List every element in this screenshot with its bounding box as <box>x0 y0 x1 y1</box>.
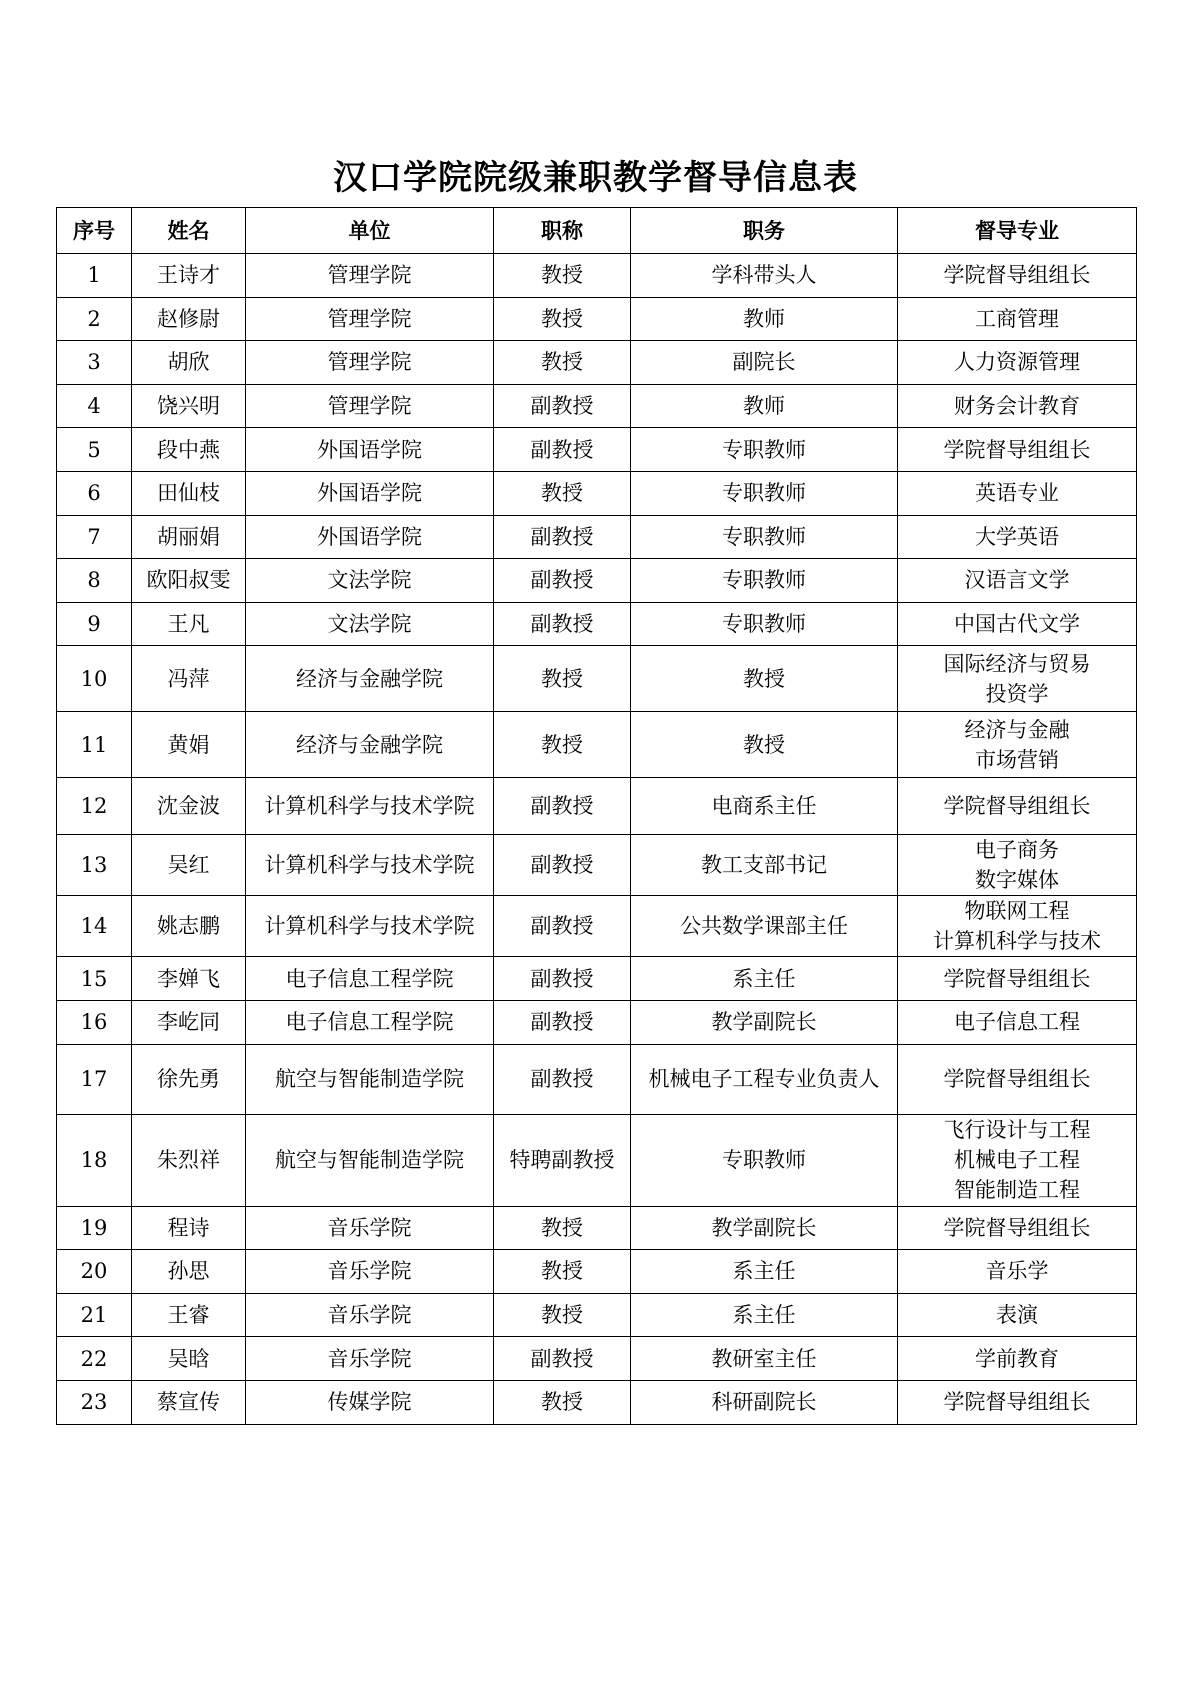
cell-unit: 音乐学院 <box>246 1293 494 1337</box>
cell-unit: 计算机科学与技术学院 <box>246 778 494 835</box>
table-row <box>57 341 1137 385</box>
cell-post: 专职教师 <box>631 428 898 472</box>
spec-line: 学院督导组组长 <box>943 794 1091 819</box>
cell-spec <box>898 471 1137 515</box>
cell-post: 教师 <box>631 297 898 341</box>
table-row <box>57 471 1137 515</box>
spec-line: 汉语言文学 <box>964 568 1070 593</box>
table-row <box>57 297 1137 341</box>
spec-line: 财务会计教育 <box>954 394 1080 419</box>
cell-no: 22 <box>57 1337 132 1381</box>
spec-line: 人力资源管理 <box>954 350 1080 375</box>
cell-unit: 管理学院 <box>246 297 494 341</box>
cell-post: 教研室主任 <box>631 1337 898 1381</box>
cell-post: 系主任 <box>631 1293 898 1337</box>
spec-line: 数字媒体 <box>975 868 1059 893</box>
cell-rank: 教授 <box>494 341 631 385</box>
cell-spec <box>898 515 1137 559</box>
cell-spec <box>898 1293 1137 1337</box>
cell-rank: 副教授 <box>494 384 631 428</box>
cell-no: 12 <box>57 778 132 835</box>
cell-name: 沈金波 <box>132 778 246 835</box>
table-row <box>57 515 1137 559</box>
cell-unit: 经济与金融学院 <box>246 646 494 712</box>
cell-no: 1 <box>57 254 132 298</box>
table-row <box>57 1000 1137 1044</box>
cell-unit: 计算机科学与技术学院 <box>246 896 494 957</box>
cell-name: 王凡 <box>132 602 246 646</box>
cell-post: 公共数学课部主任 <box>631 896 898 957</box>
cell-unit: 航空与智能制造学院 <box>246 1114 494 1206</box>
cell-name: 徐先勇 <box>132 1044 246 1114</box>
cell-no: 18 <box>57 1114 132 1206</box>
cell-rank: 副教授 <box>494 835 631 896</box>
spec-line: 学院督导组组长 <box>943 437 1091 462</box>
spec-line: 学院督导组组长 <box>943 966 1091 991</box>
table-row <box>57 1250 1137 1294</box>
table-row <box>57 646 1137 712</box>
table-row <box>57 254 1137 298</box>
table-row <box>57 1206 1137 1250</box>
table-header-row <box>57 208 1137 254</box>
cell-rank: 教授 <box>494 1293 631 1337</box>
cell-post: 教工支部书记 <box>631 835 898 896</box>
cell-name: 欧阳叔雯 <box>132 559 246 603</box>
cell-spec <box>898 297 1137 341</box>
cell-spec <box>898 712 1137 778</box>
table-row <box>57 712 1137 778</box>
cell-rank: 教授 <box>494 297 631 341</box>
cell-rank: 副教授 <box>494 896 631 957</box>
cell-no: 2 <box>57 297 132 341</box>
cell-spec <box>898 957 1137 1001</box>
table-row <box>57 778 1137 835</box>
cell-rank: 副教授 <box>494 1044 631 1114</box>
cell-post: 教学副院长 <box>631 1206 898 1250</box>
cell-name: 姚志鹏 <box>132 896 246 957</box>
cell-rank: 副教授 <box>494 428 631 472</box>
cell-post: 专职教师 <box>631 602 898 646</box>
table-row <box>57 559 1137 603</box>
spec-line: 大学英语 <box>975 524 1059 549</box>
cell-no: 9 <box>57 602 132 646</box>
table-row <box>57 1114 1137 1206</box>
cell-rank: 特聘副教授 <box>494 1114 631 1206</box>
cell-unit: 传媒学院 <box>246 1380 494 1424</box>
spec-line: 电子商务 <box>975 838 1059 863</box>
header-unit: 单位 <box>246 208 494 254</box>
cell-no: 15 <box>57 957 132 1001</box>
cell-name: 胡丽娟 <box>132 515 246 559</box>
cell-unit: 外国语学院 <box>246 515 494 559</box>
cell-unit: 管理学院 <box>246 384 494 428</box>
spec-line: 表演 <box>996 1303 1038 1328</box>
cell-no: 17 <box>57 1044 132 1114</box>
spec-line: 智能制造工程 <box>954 1178 1080 1203</box>
cell-rank: 教授 <box>494 254 631 298</box>
cell-rank: 副教授 <box>494 957 631 1001</box>
cell-unit: 电子信息工程学院 <box>246 957 494 1001</box>
cell-unit: 外国语学院 <box>246 471 494 515</box>
cell-name: 黄娟 <box>132 712 246 778</box>
cell-name: 吴红 <box>132 835 246 896</box>
cell-spec <box>898 428 1137 472</box>
cell-no: 10 <box>57 646 132 712</box>
cell-name: 赵修尉 <box>132 297 246 341</box>
cell-post: 教授 <box>631 712 898 778</box>
cell-rank: 教授 <box>494 712 631 778</box>
cell-unit: 文法学院 <box>246 602 494 646</box>
cell-name: 李屹同 <box>132 1000 246 1044</box>
cell-rank: 副教授 <box>494 559 631 603</box>
cell-spec <box>898 1250 1137 1294</box>
cell-unit: 计算机科学与技术学院 <box>246 835 494 896</box>
cell-spec <box>898 1206 1137 1250</box>
spec-line: 英语专业 <box>975 481 1059 506</box>
cell-name: 胡欣 <box>132 341 246 385</box>
table-row <box>57 1380 1137 1424</box>
header-spec: 督导专业 <box>898 208 1137 254</box>
cell-post: 系主任 <box>631 957 898 1001</box>
table-row <box>57 1337 1137 1381</box>
spec-line: 中国古代文学 <box>954 612 1080 637</box>
cell-unit: 管理学院 <box>246 254 494 298</box>
table-row <box>57 896 1137 957</box>
cell-name: 吴晗 <box>132 1337 246 1381</box>
cell-no: 16 <box>57 1000 132 1044</box>
cell-spec <box>898 896 1137 957</box>
cell-no: 4 <box>57 384 132 428</box>
cell-rank: 副教授 <box>494 602 631 646</box>
cell-name: 饶兴明 <box>132 384 246 428</box>
spec-line: 电子信息工程 <box>954 1010 1080 1035</box>
cell-unit: 航空与智能制造学院 <box>246 1044 494 1114</box>
spec-line: 投资学 <box>985 681 1049 706</box>
cell-no: 21 <box>57 1293 132 1337</box>
cell-post: 教师 <box>631 384 898 428</box>
table-row <box>57 1044 1137 1114</box>
spec-line: 机械电子工程 <box>954 1148 1080 1173</box>
spec-line: 计算机科学与技术 <box>933 929 1101 954</box>
spec-line: 市场营销 <box>975 747 1059 772</box>
cell-post: 专职教师 <box>631 471 898 515</box>
cell-spec <box>898 559 1137 603</box>
page-title: 汉口学院院级兼职教学督导信息表 <box>333 158 858 198</box>
header-rank: 职称 <box>494 208 631 254</box>
table-row <box>57 1293 1137 1337</box>
cell-name: 孙思 <box>132 1250 246 1294</box>
cell-rank: 教授 <box>494 1206 631 1250</box>
table-row <box>57 602 1137 646</box>
cell-name: 李婵飞 <box>132 957 246 1001</box>
cell-name: 王诗才 <box>132 254 246 298</box>
cell-rank: 教授 <box>494 1250 631 1294</box>
cell-no: 8 <box>57 559 132 603</box>
cell-no: 6 <box>57 471 132 515</box>
spec-line: 飞行设计与工程 <box>943 1118 1091 1143</box>
cell-post: 学科带头人 <box>631 254 898 298</box>
cell-spec <box>898 646 1137 712</box>
cell-post: 专职教师 <box>631 515 898 559</box>
cell-spec <box>898 1044 1137 1114</box>
table-row <box>57 835 1137 896</box>
cell-spec <box>898 254 1137 298</box>
cell-no: 14 <box>57 896 132 957</box>
cell-name: 王睿 <box>132 1293 246 1337</box>
cell-spec <box>898 835 1137 896</box>
cell-unit: 管理学院 <box>246 341 494 385</box>
cell-name: 蔡宣传 <box>132 1380 246 1424</box>
cell-no: 13 <box>57 835 132 896</box>
cell-name: 段中燕 <box>132 428 246 472</box>
spec-line: 学院督导组组长 <box>943 1067 1091 1092</box>
cell-unit: 电子信息工程学院 <box>246 1000 494 1044</box>
cell-rank: 副教授 <box>494 515 631 559</box>
spec-line: 物联网工程 <box>964 899 1070 924</box>
cell-rank: 教授 <box>494 471 631 515</box>
cell-post: 机械电子工程专业负责人 <box>631 1044 898 1114</box>
cell-spec <box>898 1380 1137 1424</box>
cell-spec <box>898 1000 1137 1044</box>
supervisor-table <box>56 207 1137 1425</box>
cell-post: 科研副院长 <box>631 1380 898 1424</box>
cell-no: 20 <box>57 1250 132 1294</box>
cell-rank: 教授 <box>494 646 631 712</box>
cell-unit: 音乐学院 <box>246 1206 494 1250</box>
spec-line: 学院督导组组长 <box>943 263 1091 288</box>
cell-no: 3 <box>57 341 132 385</box>
header-post: 职务 <box>631 208 898 254</box>
cell-name: 朱烈祥 <box>132 1114 246 1206</box>
cell-name: 程诗 <box>132 1206 246 1250</box>
cell-rank: 副教授 <box>494 1337 631 1381</box>
cell-spec <box>898 1337 1137 1381</box>
table-row <box>57 957 1137 1001</box>
cell-post: 教学副院长 <box>631 1000 898 1044</box>
cell-post: 专职教师 <box>631 1114 898 1206</box>
cell-unit: 文法学院 <box>246 559 494 603</box>
spec-line: 音乐学 <box>985 1259 1049 1284</box>
cell-post: 教授 <box>631 646 898 712</box>
cell-no: 19 <box>57 1206 132 1250</box>
cell-spec <box>898 602 1137 646</box>
cell-post: 副院长 <box>631 341 898 385</box>
header-name: 姓名 <box>132 208 246 254</box>
spec-line: 学前教育 <box>975 1346 1059 1371</box>
spec-line: 工商管理 <box>975 306 1059 331</box>
table-row <box>57 428 1137 472</box>
cell-spec <box>898 1114 1137 1206</box>
spec-line: 学院督导组组长 <box>943 1390 1091 1415</box>
cell-name: 冯萍 <box>132 646 246 712</box>
spec-line: 经济与金融 <box>964 717 1070 742</box>
spec-line: 学院督导组组长 <box>943 1215 1091 1240</box>
cell-post: 系主任 <box>631 1250 898 1294</box>
cell-no: 11 <box>57 712 132 778</box>
cell-unit: 音乐学院 <box>246 1250 494 1294</box>
cell-unit: 外国语学院 <box>246 428 494 472</box>
cell-no: 7 <box>57 515 132 559</box>
cell-unit: 经济与金融学院 <box>246 712 494 778</box>
table-body <box>57 254 1137 1425</box>
header-no: 序号 <box>57 208 132 254</box>
cell-post: 专职教师 <box>631 559 898 603</box>
cell-rank: 教授 <box>494 1380 631 1424</box>
cell-rank: 副教授 <box>494 1000 631 1044</box>
cell-spec <box>898 778 1137 835</box>
cell-spec <box>898 341 1137 385</box>
cell-name: 田仙枝 <box>132 471 246 515</box>
cell-no: 23 <box>57 1380 132 1424</box>
cell-unit: 音乐学院 <box>246 1337 494 1381</box>
table-row <box>57 384 1137 428</box>
cell-post: 电商系主任 <box>631 778 898 835</box>
cell-spec <box>898 384 1137 428</box>
spec-line: 国际经济与贸易 <box>943 651 1091 676</box>
cell-rank: 副教授 <box>494 778 631 835</box>
cell-no: 5 <box>57 428 132 472</box>
